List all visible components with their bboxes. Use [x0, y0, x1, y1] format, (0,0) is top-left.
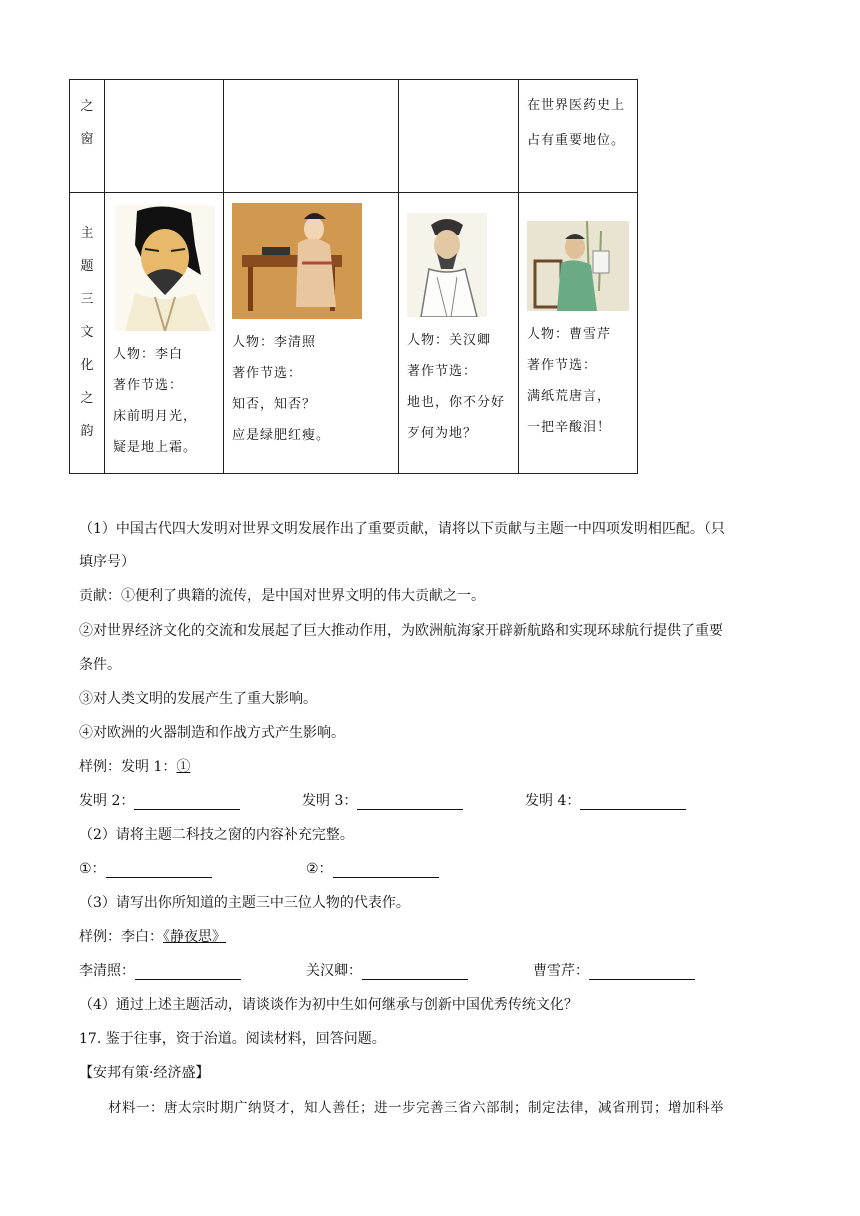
excerpt-line: 床前明月光， [113, 409, 198, 424]
theme-table [69, 79, 638, 474]
answer-blank[interactable] [362, 965, 468, 980]
excerpt-line: 知否，知否？ [232, 397, 317, 412]
excerpt-line: 地也，你不分好 [407, 395, 506, 410]
contribution-2: ②对世界经济文化的交流和发展起了巨大推动作用，为欧洲航海家开辟新航路和实现环球航行提供了重要 [79, 623, 723, 639]
question-1: （1）中国古代四大发明对世界文明发展作出了重要贡献，请将以下贡献与主题一中四项发明相匹配。（只 [79, 521, 725, 537]
example-answer: 《静夜思》 [163, 929, 226, 945]
medicine-note-cell [519, 80, 638, 193]
empty-cell [224, 80, 399, 193]
person-cell-caoxueqin [519, 193, 638, 474]
row-header-window [70, 80, 105, 193]
example-label: 样例：李白： [79, 929, 163, 945]
contribution-3: ③对人类文明的发展产生了重大影响。 [79, 691, 317, 707]
row-header-text: 之 窗 [80, 99, 94, 147]
person-name: 人物：李白 [113, 347, 184, 362]
works-label: 著作节选： [113, 378, 184, 393]
person-cell-liqingzhao [224, 193, 399, 474]
question-1-cont: 填序号） [79, 554, 135, 570]
excerpt-line: 应是绿肥红瘦。 [232, 428, 331, 443]
material-1: 材料一：唐太宗时期广纳贤才，知人善任；进一步完善三省六部制；制定法律，减省刑罚；增加科举 [108, 1100, 724, 1116]
blank-label: ②： [306, 861, 333, 877]
excerpt-line: 疑是地上霜。 [113, 440, 198, 455]
person-name: 人物：关汉卿 [407, 333, 492, 348]
portrait-caoxueqin [527, 221, 629, 311]
blank-label: ①： [79, 861, 106, 877]
invention-label: 发明 3： [302, 793, 358, 809]
person-label: 曹雪芹： [533, 963, 589, 979]
question-2: （2）请将主题二科技之窗的内容补充完整。 [79, 827, 354, 843]
example-1 [79, 756, 190, 776]
invention-label: 发明 4： [525, 793, 581, 809]
person-blank-row [79, 960, 241, 980]
answer-blank[interactable] [589, 965, 695, 980]
person-name: 人物：曹雪芹 [527, 327, 612, 342]
portrait-guanhanqing [407, 213, 487, 317]
person-label: 关汉卿： [306, 963, 362, 979]
invention-2-row [79, 790, 240, 810]
section-heading: 【安邦有策·经济盛】 [79, 1065, 210, 1081]
row-header-culture [70, 193, 105, 474]
q2-blank-2-row [306, 858, 439, 878]
excerpt-line: 满纸荒唐言， [527, 389, 612, 404]
answer-blank[interactable] [580, 795, 686, 810]
invention-label: 发明 2： [79, 793, 135, 809]
invention-4-row [525, 790, 686, 810]
excerpt-line: 歹何为地？ [407, 426, 478, 441]
works-label: 著作节选： [527, 358, 598, 373]
person-cell-libai [105, 193, 224, 474]
question-17: 17. 鉴于往事，资于治道。阅读材料，回答问题。 [79, 1031, 386, 1047]
q2-blank-1-row [79, 858, 212, 878]
row-header-text: 主 题 三 文 化 之 韵 [80, 226, 94, 439]
empty-cell [105, 80, 224, 193]
contribution-2-cont: 条件。 [79, 657, 121, 673]
answer-blank[interactable] [333, 863, 439, 878]
example-label: 样例：发明 1： [79, 759, 177, 775]
example-answer: ① [176, 759, 191, 775]
portrait-libai [115, 205, 215, 331]
person-cell-guanhanqing [399, 193, 519, 474]
medicine-note: 在世界医药史上占有重要地位。 [527, 98, 626, 148]
person-label: 李清照： [79, 963, 135, 979]
question-4: （4）通过上述主题活动，请谈谈作为初中生如何继承与创新中国优秀传统文化？ [79, 997, 578, 1013]
portrait-liqingzhao [232, 203, 362, 319]
question-3: （3）请写出你所知道的主题三中三位人物的代表作。 [79, 895, 410, 911]
empty-cell [399, 80, 519, 193]
person-blank-row [533, 960, 695, 980]
person-name: 人物：李清照 [232, 335, 317, 350]
answer-blank[interactable] [134, 795, 240, 810]
person-blank-row [306, 960, 468, 980]
excerpt-line: 一把辛酸泪！ [527, 420, 612, 435]
answer-blank[interactable] [106, 863, 212, 878]
answer-blank[interactable] [357, 795, 463, 810]
works-label: 著作节选： [232, 366, 303, 381]
works-label: 著作节选： [407, 364, 478, 379]
example-3 [79, 926, 226, 946]
answer-blank[interactable] [135, 965, 241, 980]
contribution-4: ④对欧洲的火器制造和作战方式产生影响。 [79, 725, 345, 741]
contribution-1: 贡献：①便利了典籍的流传，是中国对世界文明的伟大贡献之一。 [79, 588, 485, 604]
invention-3-row [302, 790, 463, 810]
